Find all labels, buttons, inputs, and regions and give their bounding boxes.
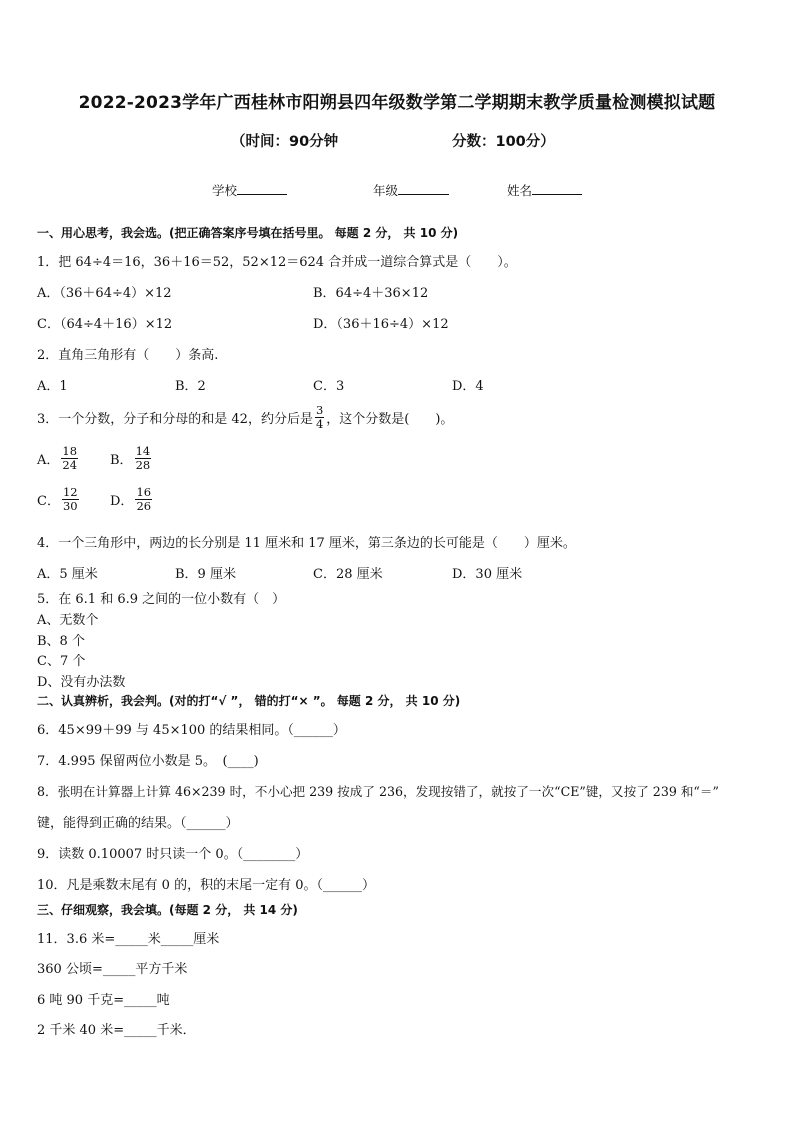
- q3-stem-fraction: [315, 404, 324, 431]
- exam-title: 2022-2023学年广西桂林市阳朔县四年级数学第二学期期末教学质量检测模拟试题: [78, 93, 716, 113]
- q1-option-a[interactable]: A．（36＋64÷4）×12: [37, 286, 172, 301]
- q4-option-c[interactable]: C．28 厘米: [313, 567, 383, 582]
- option-fraction: [61, 445, 78, 472]
- fraction-numerator: 16: [136, 485, 152, 499]
- grade-field: [373, 181, 449, 199]
- exam-time: （时间：90分钟: [231, 134, 339, 150]
- q8-statement-line2: 键，能得到正确的结果。（______）: [37, 816, 239, 831]
- q1-option-b[interactable]: B．64÷4＋36×12: [313, 286, 429, 301]
- q2-stem: 2．直角三角形有（ ）条高.: [37, 348, 219, 363]
- grade-label: 年级: [373, 183, 399, 198]
- q3-stem: [37, 404, 453, 431]
- name-label: 姓名: [507, 183, 533, 198]
- section3-heading: 三、仔细观察，我会填。(每题 2 分， 共 14 分): [37, 903, 298, 917]
- q11-line-d: 2 千米 40 米=_____千米．: [37, 1023, 196, 1038]
- q2-option-a[interactable]: A．1: [37, 379, 68, 394]
- q5-stem: 5．在 6.1 和 6.9 之间的一位小数有（ ）: [37, 592, 286, 607]
- q3-option-d[interactable]: [110, 486, 154, 513]
- name-field: [507, 181, 582, 199]
- section1-heading: 一、用心思考，我会选。(把正确答案序号填在括号里。 每题 2 分， 共 10 分): [37, 226, 459, 240]
- q4-stem: 4．一个三角形中，两边的长分别是 11 厘米和 17 厘米，第三条边的长可能是（ ）厘米。: [37, 536, 576, 551]
- grade-blank[interactable]: [398, 184, 449, 195]
- q11-line-b: 360 公顷=_____平方千米: [37, 962, 188, 977]
- fraction-numerator: 3: [315, 403, 324, 417]
- q10-statement: 10．凡是乘数末尾有 0 的，积的末尾一定有 0。（______）: [37, 878, 375, 893]
- fraction-denominator: 4: [315, 417, 324, 431]
- q3-stem-before: 3．一个分数，分子和分母的和是 42，约分后是: [37, 412, 313, 427]
- q1-option-d[interactable]: D．（36＋16÷4）×12: [313, 317, 449, 332]
- q9-statement: 9．读数 0.10007 时只读一个 0。（________）: [37, 847, 309, 862]
- exam-score: 分数：100分）: [452, 134, 555, 150]
- q2-option-d[interactable]: D．4: [452, 379, 484, 394]
- fraction-denominator: 24: [62, 458, 78, 472]
- q3-option-a[interactable]: [37, 445, 80, 472]
- q5-option-a[interactable]: A、无数个: [37, 613, 99, 628]
- fraction-denominator: 30: [62, 499, 78, 513]
- option-fraction: [135, 445, 152, 472]
- fraction-denominator: 26: [136, 499, 152, 513]
- option-fraction: [62, 486, 79, 513]
- q3-option-b[interactable]: [110, 445, 153, 472]
- q1-stem: 1．把 64÷4＝16，36＋16＝52，52×12＝624 合并成一道综合算式是（ ）。: [37, 255, 517, 270]
- section2-heading: 二、认真辨析，我会判。(对的打“√ ”， 错的打“× ”。 每题 2 分， 共 10 分): [37, 694, 461, 708]
- name-blank[interactable]: [532, 184, 582, 195]
- q8-statement-line1: 8．张明在计算器上计算 46×239 时，不小心把 239 按成了 236，发现按错了，就按了一次“CE”键，又按了 239 和“＝”: [37, 784, 719, 799]
- q4-option-a[interactable]: A．5 厘米: [37, 567, 98, 582]
- school-field: [212, 181, 287, 199]
- q5-option-b[interactable]: B、8 个: [37, 634, 85, 649]
- q3-stem-after: ，这个分数是( )。: [326, 412, 454, 427]
- q2-option-b[interactable]: B．2: [175, 379, 206, 394]
- school-label: 学校: [212, 183, 238, 198]
- q7-statement: 7．4.995 保留两位小数是 5。 (____): [37, 754, 259, 769]
- q2-option-c[interactable]: C．3: [313, 379, 345, 394]
- option-label: A．: [37, 453, 60, 468]
- fraction-numerator: 18: [62, 444, 78, 458]
- q11-line-c: 6 吨 90 千克=_____吨: [37, 993, 170, 1008]
- option-label: D．: [110, 494, 134, 509]
- q6-statement: 6．45×99＋99 与 45×100 的结果相同。（______）: [37, 723, 346, 738]
- fraction-numerator: 14: [135, 444, 151, 458]
- q5-option-c[interactable]: C、7 个: [37, 654, 86, 669]
- q4-option-d[interactable]: D．30 厘米: [452, 567, 523, 582]
- q3-option-c[interactable]: [37, 486, 81, 513]
- option-fraction: [135, 486, 152, 513]
- option-label: B．: [110, 453, 133, 468]
- q1-option-c[interactable]: C．（64÷4＋16）×12: [37, 317, 173, 332]
- q4-option-b[interactable]: B．9 厘米: [175, 567, 236, 582]
- fraction-denominator: 28: [135, 458, 151, 472]
- fraction-numerator: 12: [62, 485, 78, 499]
- school-blank[interactable]: [237, 184, 287, 195]
- q5-option-d[interactable]: D、没有办法数: [37, 675, 126, 690]
- option-label: C．: [37, 494, 60, 509]
- q11-line-a: 11．3.6 米=_____米_____厘米: [37, 932, 220, 947]
